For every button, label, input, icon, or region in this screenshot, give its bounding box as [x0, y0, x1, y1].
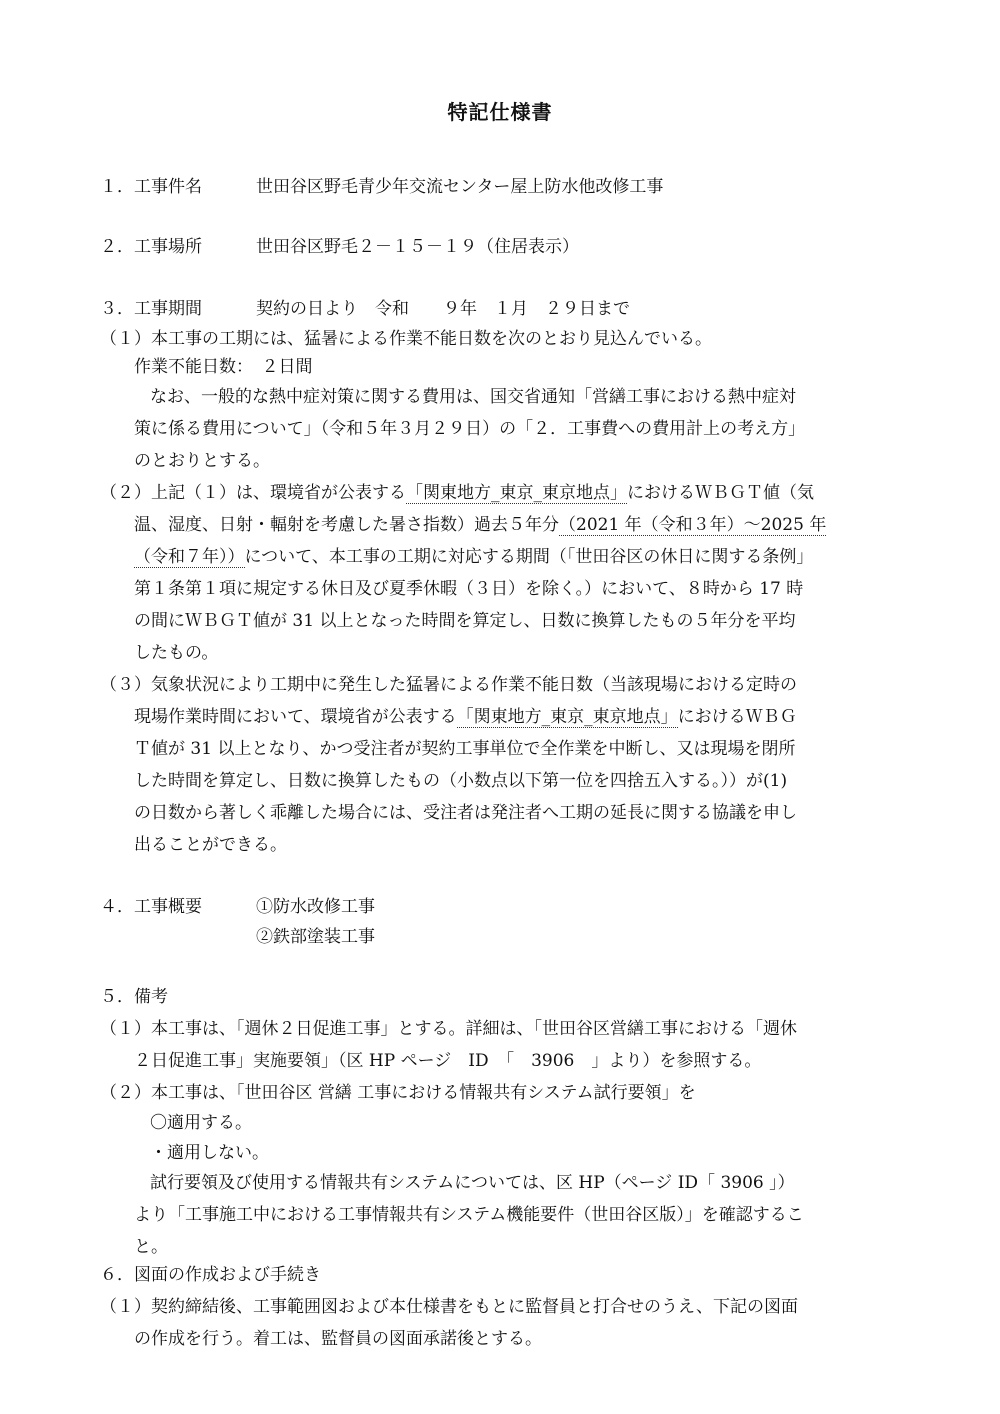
option-not-applied: ・適用しない。 [150, 1143, 269, 1163]
paragraph-line [134, 706, 797, 728]
paragraph-line [134, 514, 826, 536]
document-title: 特記仕様書 [447, 100, 553, 124]
section-label: 工事件名 [134, 177, 202, 197]
paragraph-line: の間にＷＢＧＴ値が 31 以上となった時間を算定し、日数に換算したもの５年分を平均 [134, 611, 796, 631]
paragraph-line: したもの。 [134, 643, 219, 663]
section-number: ３． [100, 299, 134, 319]
text-segment: について、本工事の工期に対応する期間（「世田谷区の休日に関する条例」 [244, 547, 814, 567]
section-5-heading: ５．備考 [100, 987, 168, 1007]
paragraph-line: ２日促進工事」実施要領」（区 HP ページ ID 「 3906 」より）を参照する。 [134, 1051, 762, 1071]
section-label: 工事期間 [134, 299, 202, 319]
section-value: 契約の日より 令和 ９年 １月 ２９日まで [256, 299, 630, 319]
paragraph-line: （１）本工事の工期には、猛暑による作業不能日数を次のとおり見込んでいる。 [100, 329, 712, 349]
section-number: １． [100, 177, 134, 197]
paragraph-line: 策に係る費用について」（令和５年３月２９日）の「２．工事費への費用計上の考え方」 [134, 419, 806, 439]
paragraph-line: Ｔ値が 31 以上となり、かつ受注者が契約工事単位で全作業を中断し、又は現場を閉所 [134, 739, 796, 759]
text-segment: におけるＷＢＧ [677, 707, 797, 727]
section-3-work-period [100, 298, 630, 320]
text-segment: （２）上記（１）は、環境省が公表する [100, 483, 406, 503]
paragraph-line: のとおりとする。 [134, 451, 270, 471]
section-value: 世田谷区野毛２－１５－１９（住居表示） [256, 237, 579, 257]
overview-item: ①防水改修工事 [256, 897, 375, 917]
paragraph-line [134, 546, 813, 568]
section-value: 世田谷区野毛青少年交流センター屋上防水他改修工事 [256, 177, 664, 197]
paragraph-line: 作業不能日数： ２日間 [134, 357, 313, 377]
text-segment: 現場作業時間において、環境省が公表する [134, 707, 457, 727]
section-6-heading: ６．図面の作成および手続き [100, 1265, 321, 1285]
section-number: ２． [100, 237, 134, 257]
text-segment: 温、湿度、日射・輻射を考慮した暑さ指数）過去５年分 [134, 515, 559, 535]
text-segment: におけるＷＢＧＴ値（気 [627, 483, 814, 503]
underlined-reference: （2021 年（令和３年）～2025 年 [559, 515, 827, 535]
section-label: 工事場所 [134, 237, 202, 257]
overview-item: ②鉄部塗装工事 [256, 927, 375, 947]
paragraph-line: した時間を算定し、日数に換算したもの（小数点以下第一位を四捨五入する。））が(1) [134, 771, 788, 791]
paragraph-line: （３）気象状況により工期中に発生した猛暑による作業不能日数（当該現場における定時の [100, 675, 797, 695]
section-number: ４． [100, 897, 134, 917]
section-2-work-location [100, 236, 579, 258]
paragraph-line: なお、一般的な熱中症対策に関する費用は、国交省通知「営繕工事における熱中症対 [150, 387, 796, 407]
paragraph-line: 試行要領及び使用する情報共有システムについては、区 HP（ページ ID「 3906 」） [150, 1173, 795, 1193]
underlined-reference: 「関東地方_東京_東京地点」 [456, 707, 678, 727]
paragraph-line: の作成を行う。着工は、監督員の図面承諾後とする。 [134, 1329, 542, 1349]
underlined-reference: 「関東地方_東京_東京地点」 [406, 483, 627, 503]
underlined-reference: （令和７年）） [134, 547, 245, 567]
paragraph-line: （１）契約締結後、工事範囲図および本仕様書をもとに監督員と打合せのうえ、下記の図面 [100, 1297, 799, 1317]
paragraph-line: より「工事施工中における工事情報共有システム機能要件（世田谷区版）」を確認するこ [134, 1205, 804, 1225]
option-applied: 〇適用する。 [150, 1113, 252, 1133]
paragraph-line: と。 [134, 1237, 168, 1257]
paragraph-line: の日数から著しく乖離した場合には、受注者は発注者へ工期の延長に関する協議を申し [134, 803, 797, 823]
section-1-work-name [100, 176, 663, 198]
paragraph-line: 第１条第１項に規定する休日及び夏季休暇（３日）を除く。）において、８時から 17 時 [134, 579, 804, 599]
paragraph-line [100, 482, 814, 504]
paragraph-line: （２）本工事は、「世田谷区 営繕 工事における情報共有システム試行要領」を [100, 1083, 696, 1103]
paragraph-line: 出ることができる。 [134, 835, 287, 855]
section-4-work-overview [100, 896, 375, 918]
paragraph-line: （１）本工事は、「週休２日促進工事」とする。詳細は、「世田谷区営繕工事における「週休 [100, 1019, 797, 1039]
section-label: 工事概要 [134, 897, 202, 917]
